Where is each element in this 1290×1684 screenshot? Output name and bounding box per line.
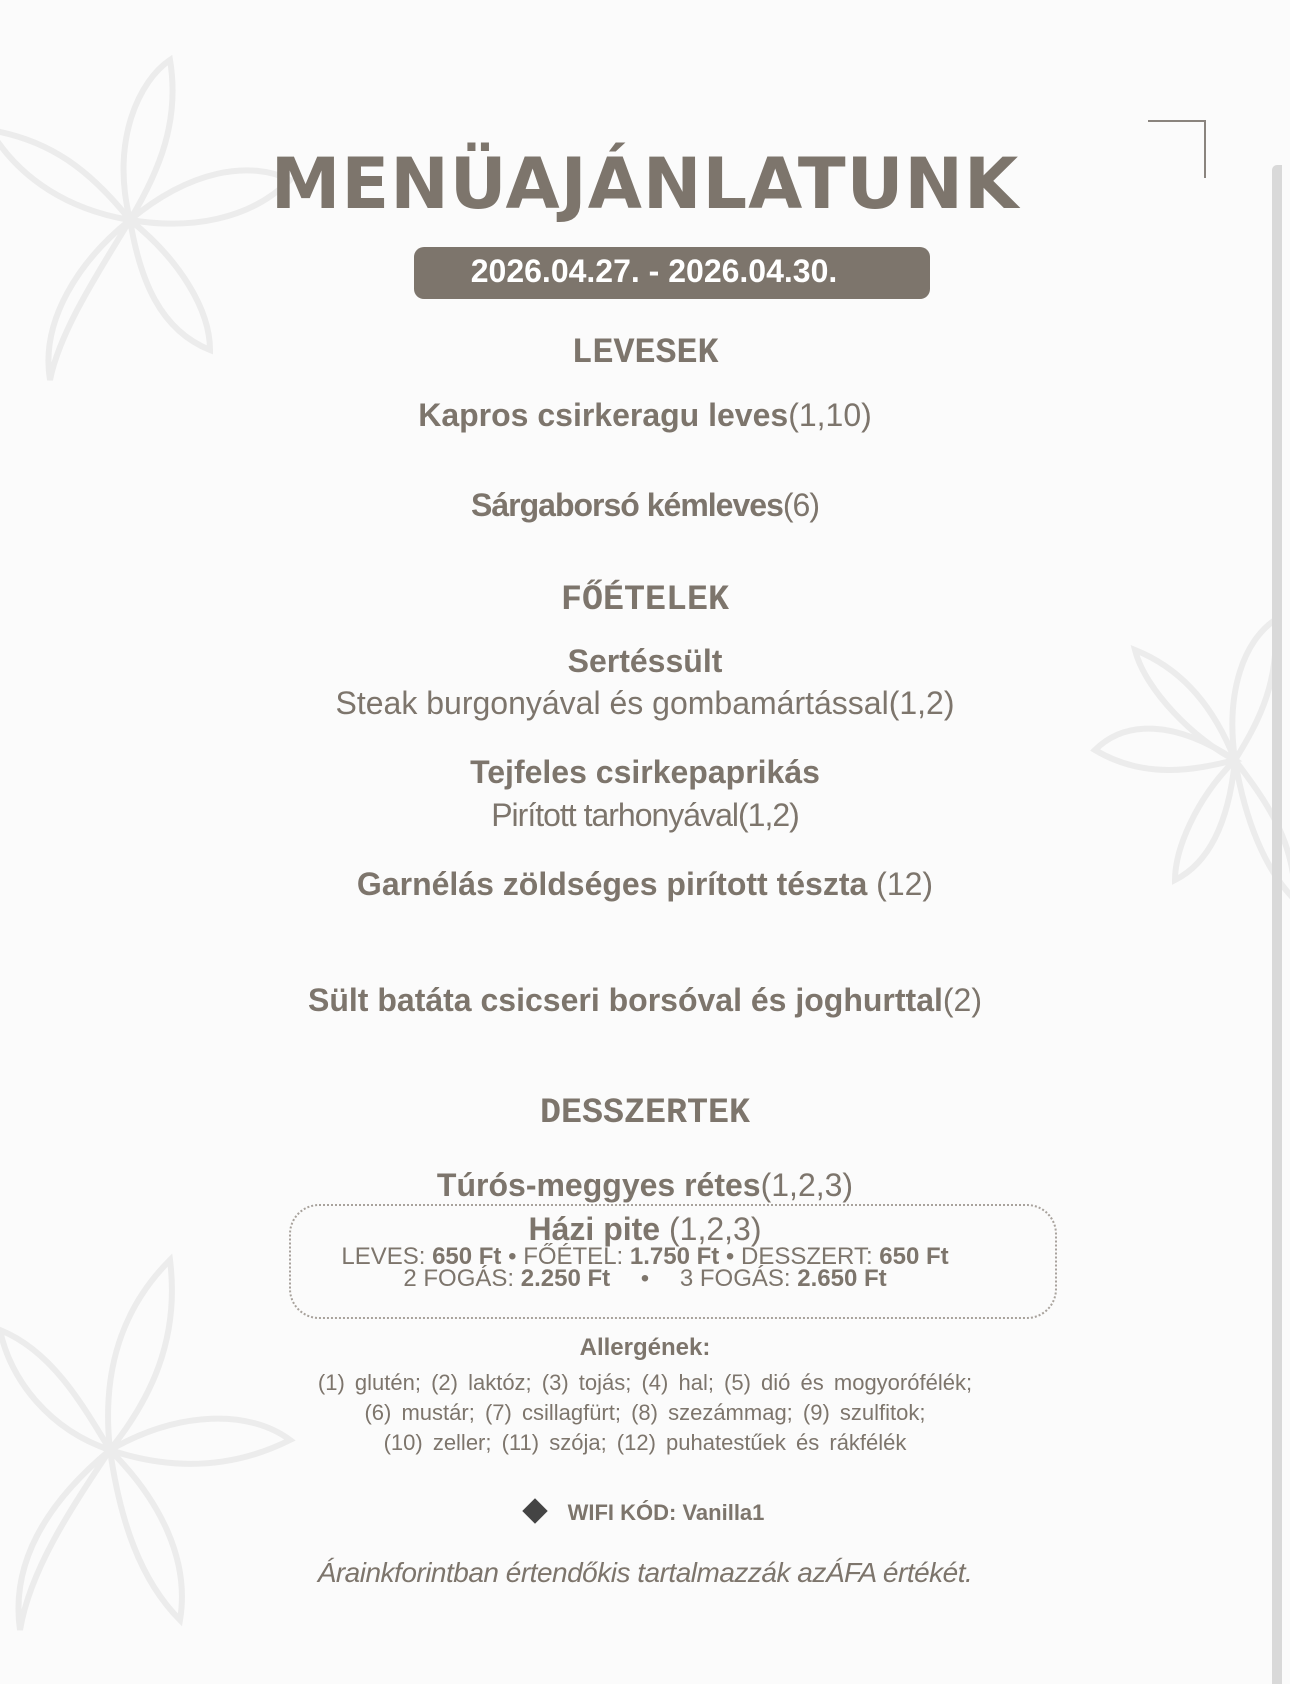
allergens-title: Allergének: xyxy=(579,1334,711,1361)
date-range-badge: 2026.04.27. - 2026.04.30. xyxy=(414,247,930,299)
page-edge-strip xyxy=(1272,165,1282,1684)
allergens-line: (10) zeller; (11) szója; (12) puhatestűek és rákfélék xyxy=(383,1430,907,1455)
menu-item xyxy=(0,982,1290,1019)
section-heading-soups: LEVESEK xyxy=(571,333,719,373)
menu-item-name: Sárgaborsó kémleves xyxy=(471,487,783,523)
three-course-price: 2.650 Ft xyxy=(797,1265,887,1292)
menu-item-name-text: Sertéssült xyxy=(567,643,723,679)
menu-item-allergens: (2) xyxy=(942,982,982,1018)
vat-note: Árainkforintban értendőkis tartalmazzák azÁFA értékét. xyxy=(317,1557,973,1588)
menu-item-allergens: (1,2,3) xyxy=(760,1167,854,1203)
price-separator: • xyxy=(634,1265,656,1292)
allergens-line: (1) glutén; (2) laktóz; (3) tojás; (4) hal; (5) dió és mogyorófélék; xyxy=(317,1370,973,1395)
menu-item-name: Túrós-meggyes rétes xyxy=(436,1167,761,1203)
main-price: 1.750 Ft xyxy=(629,1243,720,1270)
soup-price: 650 Ft xyxy=(432,1243,502,1270)
two-course-price: 2.250 Ft xyxy=(520,1265,611,1292)
price-row-combo xyxy=(0,1265,1290,1293)
menu-item-name: Sült batáta csicseri borsóval és joghurttal xyxy=(308,982,943,1018)
price-separator: • xyxy=(501,1243,524,1270)
wifi-code: WIFI KÓD: Vanilla1 xyxy=(567,1500,765,1525)
menu-item-allergens: (6) xyxy=(782,487,819,523)
three-course-label: 3 FOGÁS: xyxy=(679,1265,798,1292)
main-price-label: FŐÉTEL: xyxy=(523,1243,630,1270)
two-course-label: 2 FOGÁS: xyxy=(403,1265,521,1292)
menu-item xyxy=(0,1167,1290,1204)
menu-item-description: Pirított tarhonyával(1,2) xyxy=(491,797,799,833)
dessert-price: 650 Ft xyxy=(879,1243,949,1270)
menu-item-allergens: (12) xyxy=(867,866,934,902)
soup-price-label: LEVES: xyxy=(341,1243,433,1270)
menu-item-description: Steak burgonyával és gombamártással(1,2) xyxy=(335,685,955,721)
menu-item xyxy=(0,487,1290,524)
page-title: MENÜAJÁNLATUNK xyxy=(270,143,1020,225)
menu-item xyxy=(0,866,1290,903)
wifi-icon xyxy=(522,1498,547,1523)
price-separator: • xyxy=(719,1243,742,1270)
section-heading-mains: FŐÉTELEK xyxy=(560,580,730,620)
menu-item-name: Garnélás zöldséges pirított tészta xyxy=(356,866,868,902)
menu-item-allergens: (1,2,3) xyxy=(660,1211,762,1247)
menu-item-name-text: Tejfeles csirkepaprikás xyxy=(470,754,820,790)
allergens-line: (6) mustár; (7) csillagfürt; (8) szezámmag; (9) szulfitok; xyxy=(364,1400,926,1425)
section-heading-desserts: DESSZERTEK xyxy=(539,1093,751,1133)
menu-item-name: Házi pite xyxy=(528,1211,661,1247)
menu-item-name xyxy=(0,754,1290,791)
dessert-price-label: DESSZERT: xyxy=(741,1243,880,1270)
wifi-info xyxy=(0,1500,1290,1526)
menu-item-allergens: (1,10) xyxy=(788,397,872,433)
menu-item-name xyxy=(0,643,1290,680)
menu-item-name: Kapros csirkeragu leves xyxy=(418,397,789,433)
menu-item xyxy=(0,397,1290,434)
